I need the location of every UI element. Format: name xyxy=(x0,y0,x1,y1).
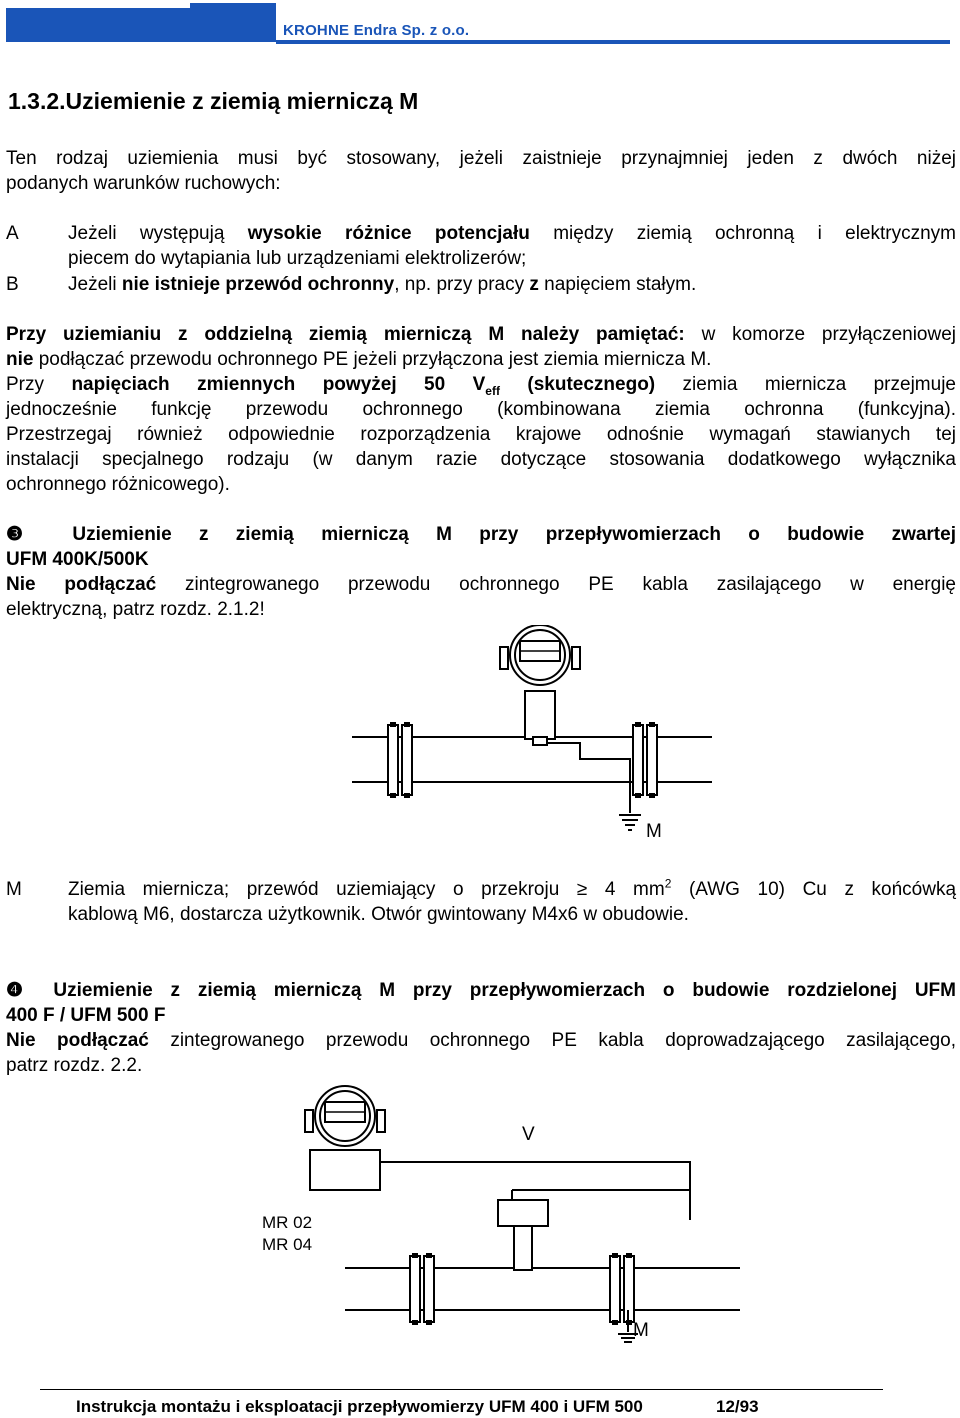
legend-line-2: kablową M6, dostarcza użytkownik. Otwór gwintowany M4x6 w obudowie. xyxy=(68,904,689,925)
sec3-warning-line-2: elektryczną, patrz rozdz. 2.1.2! xyxy=(6,599,265,620)
header-tab xyxy=(6,8,276,42)
para1-line-4: jednocześnie funkcję przewodu ochronnego (kombinowana ziemia ochronna (funkcyjna). xyxy=(6,399,956,420)
footer-text: Instrukcja montażu i eksploatacji przepływomierzy UFM 400 i UFM 500 xyxy=(76,1397,643,1416)
figure1-ground-label: M xyxy=(646,821,662,842)
section-number: 1.3.2. xyxy=(8,88,66,114)
sec3-title-line-1: ❸ Uziemienie z ziemią mierniczą M przy przepływomierzach o budowie zwartej xyxy=(6,524,956,545)
sec4-title-line-2: 400 F / UFM 500 F xyxy=(6,1005,166,1026)
sec3-warning-line-1: Nie podłączać zintegrowanego przewodu ochronnego PE kabla zasilającego w energię xyxy=(6,574,956,595)
para1-line-1: Przy uziemianiu z oddzielną ziemią mierniczą M należy pamiętać: w komorze przyłączeniowej xyxy=(6,324,957,345)
sec4-title-line-1: ❹ Uziemienie z ziemią mierniczą M przy przepływomierzach o budowie rozdzielonej UFM xyxy=(6,980,956,1001)
figure2-mr04-label: MR 04 xyxy=(262,1235,313,1254)
figure2-v-label: V xyxy=(522,1124,535,1145)
figure-separate-grounding xyxy=(250,1080,750,1345)
greater-equal-symbol: ≥ xyxy=(576,879,588,900)
page-number: 12/93 xyxy=(716,1397,759,1416)
figure2-mr02-label: MR 02 xyxy=(262,1213,313,1232)
intro-line-1: Ten rodzaj uziemienia musi być stosowany, jeżeli zaistnieje przynajmniej jeden z dwóch niżej xyxy=(6,148,956,169)
section-title: Uziemienie z ziemią mierniczą M xyxy=(65,88,419,114)
para1-line-3: Przy napięciach zmiennych powyżej 50 $V_{eff}$ (skutecznego) ziemia miernicza przejmuje xyxy=(6,374,956,398)
condition-a-letter: A xyxy=(6,223,19,244)
intro-line-2: podanych warunków ruchowych: xyxy=(6,173,281,194)
para1-line-6: instalacji specjalnego rodzaju (w danym razie dotyczące stosowania dodatkowego wyłącznika xyxy=(6,449,956,470)
sec4-warning-line-1: Nie podłączać zintegrowanego przewodu ochronnego PE kabla doprowadzającego zasilającego, xyxy=(6,1030,956,1051)
condition-b-letter: B xyxy=(6,274,19,295)
condition-a-line-2: piecem do wytapiania lub urządzeniami elektrolizerów; xyxy=(68,248,527,269)
para1-line-5: Przestrzegaj również odpowiednie rozporządzenia krajowe odnośnie wymagań stawianych tej xyxy=(6,424,956,445)
para1-line-7: ochronnego różnicowego). xyxy=(6,474,230,495)
header-rule xyxy=(276,40,950,44)
condition-b-line: Jeżeli nie istnieje przewód ochronny, np. przy pracy z napięciem stałym. xyxy=(68,274,697,295)
legend-letter: M xyxy=(6,879,22,900)
figure-compact-grounding xyxy=(340,625,730,850)
legend-line-1: Ziemia miernicza; przewód uziemiający o przekroju ≥ 4 $mm^2$ (AWG 10) Cu z końcówką xyxy=(68,876,957,900)
para1-line-2: nie podłączać przewodu ochronnego PE jeżeli przyłączona jest ziemia miernicza M. xyxy=(6,349,712,370)
section-heading xyxy=(8,88,418,115)
company-name: KROHNE Endra Sp. z o.o. xyxy=(283,22,470,39)
sec4-marker: ❹ xyxy=(6,980,36,1001)
sec3-marker: ❸ xyxy=(6,524,46,545)
sec4-warning-line-2: patrz rozdz. 2.2. xyxy=(6,1055,143,1076)
figure2-ground-label: M xyxy=(633,1320,649,1341)
footer-rule xyxy=(40,1389,883,1390)
condition-a-line-1: Jeżeli występują wysokie różnice potencjału między ziemią ochronną i elektrycznym xyxy=(68,223,956,244)
sec3-title-line-2: UFM 400K/500K xyxy=(6,549,149,570)
header-tab-notch xyxy=(190,3,276,11)
